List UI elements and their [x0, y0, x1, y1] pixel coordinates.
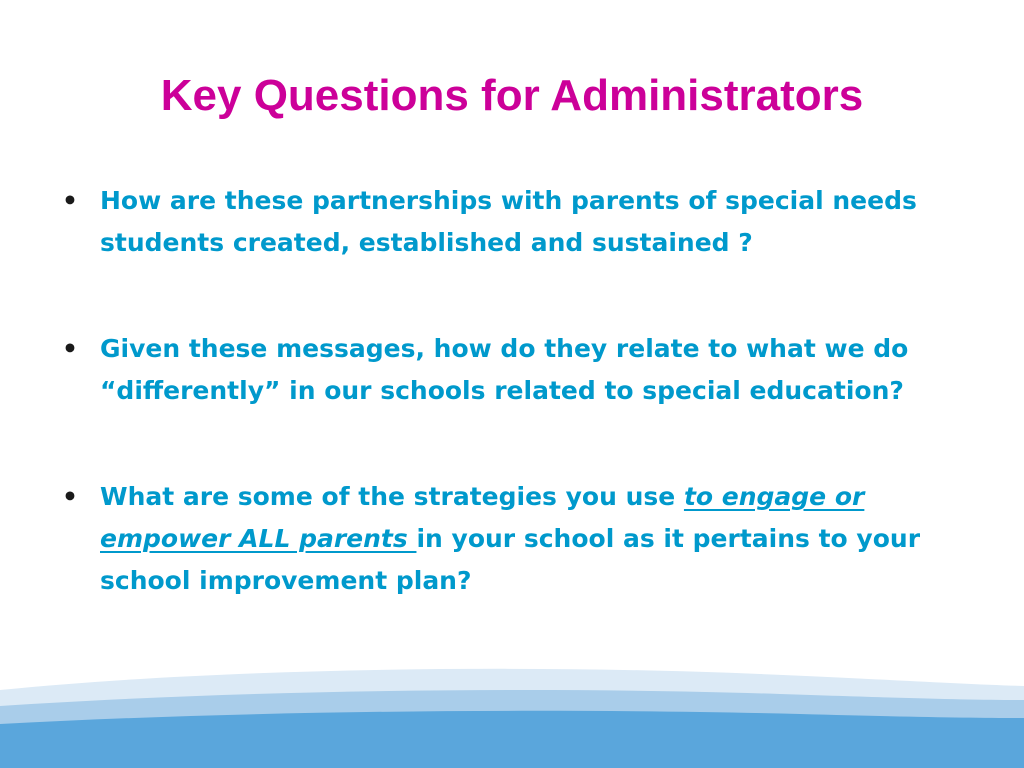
bullet-list [60, 180, 960, 602]
bullet-item-3 [60, 476, 960, 602]
bullet-text: How are these partnerships with parents of special needs students created, established and sustained ? [100, 186, 917, 257]
decorative-waves [0, 660, 1024, 768]
bullet-text [100, 482, 920, 595]
bullet-text: Given these messages, how do they relate to what we do “differently” in our schools related to special education? [100, 334, 909, 405]
bullet-item-2 [60, 328, 960, 412]
bullet-text-after: in your school as it pertains to your school improvement plan? [100, 524, 921, 595]
bullet-icon: • [62, 482, 78, 511]
bullet-icon: • [62, 334, 78, 363]
wave-dark [0, 711, 1024, 768]
slide-title: Key Questions for Administrators [160, 71, 864, 120]
bullet-text-emphasis: to engage or empower ALL parents [100, 482, 865, 553]
bullet-icon: • [62, 186, 78, 215]
bullet-item-1 [60, 180, 960, 264]
bullet-text-before: What are some of the strategies you use [100, 482, 684, 511]
